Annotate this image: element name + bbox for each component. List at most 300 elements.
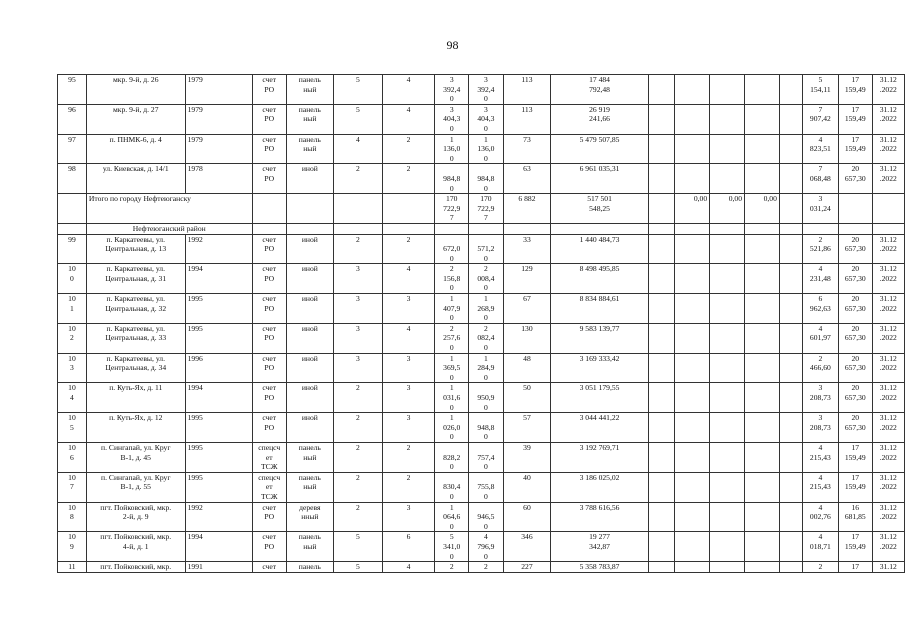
cell-residents: 60 — [503, 502, 551, 532]
cell-unit-cost: 4 823,51 — [802, 134, 838, 164]
table-row — [58, 323, 905, 353]
cell-fund-account: счет РО — [252, 413, 286, 443]
cell-address: п. Каркатеевы, ул. Центральная, д. 34 — [86, 353, 185, 383]
cell-residents: 39 — [503, 442, 551, 472]
cell-row-number: 10 3 — [58, 353, 87, 383]
cell-cost-limit: 20 657,30 — [839, 234, 872, 264]
cell-sum-4 — [745, 75, 780, 105]
cell-repair-cost: 8 498 495,85 — [551, 264, 648, 294]
cell-sum-2 — [675, 164, 710, 194]
cell-sum-5 — [779, 264, 802, 294]
cell-unit-cost: 5 154,11 — [802, 75, 838, 105]
cell-total-area: 2 257,6 0 — [435, 323, 469, 353]
cell-cost-limit: 17 — [839, 562, 872, 573]
cell-sum-2 — [675, 442, 710, 472]
cell-sum-4 — [745, 234, 780, 264]
cell-residents: 40 — [503, 472, 551, 502]
cell-wall-material: панель ный — [286, 532, 333, 562]
cell-entrances: 2 — [383, 472, 435, 502]
cell-address: п. ПНМК-6, д. 4 — [86, 134, 185, 164]
cell-year-built: 1992 — [185, 234, 252, 264]
cell-entrances: 4 — [383, 562, 435, 573]
cell-sum-5 — [779, 234, 802, 264]
cell-floors: 2 — [333, 383, 382, 413]
cell-living-area: 2 082,4 0 — [469, 323, 503, 353]
cell-unit-cost: 6 962,63 — [802, 294, 838, 324]
cell-unit-cost: 4 601,97 — [802, 323, 838, 353]
cell-entrances: 3 — [383, 353, 435, 383]
cell-residents: 129 — [503, 264, 551, 294]
cell-repair-cost: 1 440 484,73 — [551, 234, 648, 264]
cell-row-number: 10 1 — [58, 294, 87, 324]
cell-fund-account: счет РО — [252, 264, 286, 294]
cell-sum-1 — [648, 264, 675, 294]
cell-total-area: 672,0 0 — [435, 234, 469, 264]
cell-cost-limit: 16 681,85 — [839, 502, 872, 532]
cell-fund-account: спецсч ет ТСЖ — [252, 472, 286, 502]
cell-year-built: 1994 — [185, 383, 252, 413]
cell-year-built: 1978 — [185, 164, 252, 194]
cell-residents: 130 — [503, 323, 551, 353]
cell-wall-material: иной — [286, 264, 333, 294]
cell-sum-3 — [710, 104, 745, 134]
cell-sum-1 — [648, 413, 675, 443]
cell-sum-1 — [648, 164, 675, 194]
cell-year-built: 1996 — [185, 353, 252, 383]
cell-completion-date: 31.12 .2022 — [872, 234, 905, 264]
cell-year-built: 1995 — [185, 472, 252, 502]
cell-sum-1 — [648, 104, 675, 134]
cell-living-area: 950,9 0 — [469, 383, 503, 413]
cell-unit-cost: 3 208,73 — [802, 413, 838, 443]
cell-living-area: 1 284,9 0 — [469, 353, 503, 383]
cell-residents: 113 — [503, 75, 551, 105]
total-unit-cost: 3 031,24 — [802, 194, 838, 224]
cell-sum-3 — [710, 323, 745, 353]
cell-cost-limit: 17 159,49 — [839, 75, 872, 105]
page-number: 98 — [446, 38, 459, 52]
cell-living-area: 3 392,4 0 — [469, 75, 503, 105]
cell-year-built: 1995 — [185, 294, 252, 324]
cell-floors: 5 — [333, 104, 382, 134]
cell-floors: 3 — [333, 264, 382, 294]
cell-residents: 63 — [503, 164, 551, 194]
table-row — [58, 104, 905, 134]
cell-sum-2 — [675, 294, 710, 324]
cell-sum-1 — [648, 134, 675, 164]
cell-total-area: 828,2 0 — [435, 442, 469, 472]
cell-residents: 73 — [503, 134, 551, 164]
cell-sum-4 — [745, 413, 780, 443]
cell-year-built: 1979 — [185, 75, 252, 105]
cell-fund-account: счет РО — [252, 294, 286, 324]
housing-register-table — [57, 74, 905, 573]
table-row — [58, 234, 905, 264]
cell-total-area: 830,4 0 — [435, 472, 469, 502]
cell-living-area: 4 796,9 0 — [469, 532, 503, 562]
cell-repair-cost: 5 358 783,87 — [551, 562, 648, 573]
cell-sum-5 — [779, 472, 802, 502]
cell-total-area: 1 136,0 0 — [435, 134, 469, 164]
cell-sum-1 — [648, 353, 675, 383]
cell-sum-3 — [710, 472, 745, 502]
cell-entrances: 2 — [383, 234, 435, 264]
cell-sum-5 — [779, 383, 802, 413]
cell-entrances: 4 — [383, 104, 435, 134]
table-row — [58, 294, 905, 324]
cell-completion-date: 31.12 .2022 — [872, 472, 905, 502]
cell-sum-3 — [710, 134, 745, 164]
cell-completion-date: 31.12 .2022 — [872, 323, 905, 353]
cell-sum-4 — [745, 472, 780, 502]
cell-residents: 57 — [503, 413, 551, 443]
cell-address: п. Куть-Ях, д. 11 — [86, 383, 185, 413]
cell-year-built: 1979 — [185, 104, 252, 134]
cell-sum-1 — [648, 294, 675, 324]
cell-unit-cost: 4 018,71 — [802, 532, 838, 562]
cell-sum-4 — [745, 164, 780, 194]
total-row — [58, 194, 905, 224]
cell-unit-cost: 7 068,48 — [802, 164, 838, 194]
cell-completion-date: 31.12 .2022 — [872, 134, 905, 164]
cell-floors: 2 — [333, 472, 382, 502]
cell-repair-cost: 19 277 342,87 — [551, 532, 648, 562]
cell-entrances: 3 — [383, 383, 435, 413]
cell-address: п. Сингапай, ул. Круг В-1, д. 55 — [86, 472, 185, 502]
cell-unit-cost: 2 — [802, 562, 838, 573]
cell-sum-3 — [710, 413, 745, 443]
table-row — [58, 502, 905, 532]
cell-sum-4 — [745, 134, 780, 164]
cell-sum-1 — [648, 532, 675, 562]
cell-fund-account: счет РО — [252, 383, 286, 413]
cell-row-number: 95 — [58, 75, 87, 105]
cell-cost-limit: 20 657,30 — [839, 164, 872, 194]
cell-unit-cost: 7 907,42 — [802, 104, 838, 134]
cell-living-area: 2 008,4 0 — [469, 264, 503, 294]
cell-total-area: 1 026,0 0 — [435, 413, 469, 443]
cell-sum-4 — [745, 383, 780, 413]
cell-sum-2 — [675, 502, 710, 532]
cell-sum-1 — [648, 472, 675, 502]
cell-completion-date: 31.12 .2022 — [872, 264, 905, 294]
cell-cost-limit: 17 159,49 — [839, 104, 872, 134]
cell-living-area: 3 404,3 0 — [469, 104, 503, 134]
cell-row-number: 10 8 — [58, 502, 87, 532]
table-row — [58, 164, 905, 194]
cell-sum-4 — [745, 502, 780, 532]
cell-floors: 2 — [333, 502, 382, 532]
cell-sum-2 — [675, 532, 710, 562]
cell-row-number: 10 7 — [58, 472, 87, 502]
cell-sum-1 — [648, 383, 675, 413]
cell-unit-cost: 3 208,73 — [802, 383, 838, 413]
cell-sum-4 — [745, 532, 780, 562]
cell-completion-date: 31.12 .2022 — [872, 353, 905, 383]
cell-floors: 5 — [333, 75, 382, 105]
cell-sum-3 — [710, 353, 745, 383]
cell-total-area: 3 404,3 0 — [435, 104, 469, 134]
cell-total-area: 984,8 0 — [435, 164, 469, 194]
total-label: Итого по городу Нефтеюганску — [86, 194, 252, 224]
cell-sum-2 — [675, 413, 710, 443]
cell-repair-cost: 3 044 441,22 — [551, 413, 648, 443]
cell-cost-limit: 17 159,49 — [839, 532, 872, 562]
cell-entrances: 4 — [383, 75, 435, 105]
cell-sum-5 — [779, 353, 802, 383]
cell-sum-4 — [745, 104, 780, 134]
cell-total-area: 5 341,0 0 — [435, 532, 469, 562]
cell-row-number: 10 5 — [58, 413, 87, 443]
cell-sum-3 — [710, 442, 745, 472]
cell-year-built: 1992 — [185, 502, 252, 532]
cell-completion-date: 31.12 .2022 — [872, 383, 905, 413]
cell-residents: 113 — [503, 104, 551, 134]
cell-floors: 2 — [333, 442, 382, 472]
total-sum-2: 0,00 — [675, 194, 710, 224]
cell-wall-material: иной — [286, 413, 333, 443]
cell-sum-5 — [779, 294, 802, 324]
cell-wall-material: панель ный — [286, 75, 333, 105]
cell-year-built: 1991 — [185, 562, 252, 573]
cell-sum-3 — [710, 294, 745, 324]
cell-living-area: 571,2 0 — [469, 234, 503, 264]
cell-floors: 3 — [333, 294, 382, 324]
cell-cost-limit: 20 657,30 — [839, 383, 872, 413]
cell-residents: 48 — [503, 353, 551, 383]
cell-sum-5 — [779, 164, 802, 194]
cell-entrances: 2 — [383, 442, 435, 472]
cell-cost-limit: 17 159,49 — [839, 134, 872, 164]
cell-wall-material: панель ный — [286, 104, 333, 134]
cell-year-built: 1995 — [185, 323, 252, 353]
region-label: Нефтеюганский район — [86, 223, 252, 234]
cell-sum-5 — [779, 562, 802, 573]
cell-residents: 67 — [503, 294, 551, 324]
cell-fund-account: счет РО — [252, 234, 286, 264]
cell-entrances: 2 — [383, 164, 435, 194]
cell-entrances: 4 — [383, 264, 435, 294]
cell-wall-material: иной — [286, 323, 333, 353]
cell-total-area: 3 392,4 0 — [435, 75, 469, 105]
cell-cost-limit: 17 159,49 — [839, 442, 872, 472]
cell-address: п. Каркатеевы, ул. Центральная, д. 13 — [86, 234, 185, 264]
total-cost: 517 501 548,25 — [551, 194, 648, 224]
cell-living-area: 946,5 0 — [469, 502, 503, 532]
cell-unit-cost: 2 521,86 — [802, 234, 838, 264]
total-residents: 6 882 — [503, 194, 551, 224]
table-row — [58, 413, 905, 443]
cell-entrances: 4 — [383, 323, 435, 353]
cell-sum-3 — [710, 383, 745, 413]
cell-sum-4 — [745, 562, 780, 573]
cell-sum-5 — [779, 323, 802, 353]
cell-completion-date: 31.12 .2022 — [872, 442, 905, 472]
cell-address: п. Каркатеевы, ул. Центральная, д. 33 — [86, 323, 185, 353]
total-sum-4: 0,00 — [745, 194, 780, 224]
cell-completion-date: 31.12 .2022 — [872, 294, 905, 324]
cell-row-number: 10 0 — [58, 264, 87, 294]
cell-cost-limit: 17 159,49 — [839, 472, 872, 502]
cell-living-area: 984,8 0 — [469, 164, 503, 194]
cell-total-area: 1 031,6 0 — [435, 383, 469, 413]
cell-completion-date: 31.12 — [872, 562, 905, 573]
cell-sum-2 — [675, 383, 710, 413]
cell-sum-2 — [675, 234, 710, 264]
cell-sum-5 — [779, 502, 802, 532]
cell-row-number: 96 — [58, 104, 87, 134]
cell-living-area: 948,8 0 — [469, 413, 503, 443]
cell-living-area: 755,8 0 — [469, 472, 503, 502]
cell-total-area: 1 369,5 0 — [435, 353, 469, 383]
cell-wall-material: панель — [286, 562, 333, 573]
cell-wall-material: деревя нный — [286, 502, 333, 532]
cell-sum-3 — [710, 164, 745, 194]
cell-living-area: 1 136,0 0 — [469, 134, 503, 164]
cell-sum-1 — [648, 234, 675, 264]
cell-sum-2 — [675, 264, 710, 294]
cell-total-area: 1 407,9 0 — [435, 294, 469, 324]
cell-row-number: 10 9 — [58, 532, 87, 562]
cell-sum-3 — [710, 532, 745, 562]
cell-total-area: 1 064,6 0 — [435, 502, 469, 532]
cell-repair-cost: 3 051 179,55 — [551, 383, 648, 413]
cell-address: пгт. Пойковский, мкр. — [86, 562, 185, 573]
table-row — [58, 532, 905, 562]
cell-row-number: 99 — [58, 234, 87, 264]
cell-sum-1 — [648, 442, 675, 472]
cell-sum-3 — [710, 562, 745, 573]
cell-wall-material: иной — [286, 353, 333, 383]
cell-entrances: 3 — [383, 502, 435, 532]
cell-year-built: 1979 — [185, 134, 252, 164]
cell-living-area: 1 268,9 0 — [469, 294, 503, 324]
cell-sum-4 — [745, 323, 780, 353]
cell-cost-limit: 20 657,30 — [839, 353, 872, 383]
cell-floors: 5 — [333, 562, 382, 573]
cell-year-built: 1995 — [185, 413, 252, 443]
cell-residents: 346 — [503, 532, 551, 562]
cell-cost-limit: 20 657,30 — [839, 413, 872, 443]
cell-total-area: 2 156,8 0 — [435, 264, 469, 294]
cell-address: п. Куть-Ях, д. 12 — [86, 413, 185, 443]
cell-address: пгт. Пойковский, мкр. 2-й, д. 9 — [86, 502, 185, 532]
cell-floors: 5 — [333, 532, 382, 562]
cell-repair-cost: 3 169 333,42 — [551, 353, 648, 383]
cell-sum-2 — [675, 472, 710, 502]
cell-row-number: 10 6 — [58, 442, 87, 472]
cell-year-built: 1994 — [185, 532, 252, 562]
cell-floors: 2 — [333, 413, 382, 443]
cell-address: п. Каркатеевы, ул. Центральная, д. 32 — [86, 294, 185, 324]
cell-row-number: 10 2 — [58, 323, 87, 353]
table-row — [58, 134, 905, 164]
cell-unit-cost: 4 231,48 — [802, 264, 838, 294]
cell-sum-1 — [648, 562, 675, 573]
cell-completion-date: 31.12 .2022 — [872, 75, 905, 105]
cell-wall-material: панель ный — [286, 472, 333, 502]
cell-row-number: 98 — [58, 164, 87, 194]
cell-fund-account: спецсч ет ТСЖ — [252, 442, 286, 472]
cell-address: мкр. 9-й, д. 27 — [86, 104, 185, 134]
cell-completion-date: 31.12 .2022 — [872, 502, 905, 532]
cell-sum-2 — [675, 353, 710, 383]
cell-wall-material: иной — [286, 383, 333, 413]
cell-entrances: 2 — [383, 134, 435, 164]
cell-residents: 227 — [503, 562, 551, 573]
cell-sum-2 — [675, 134, 710, 164]
cell-repair-cost: 3 192 769,71 — [551, 442, 648, 472]
cell-sum-5 — [779, 442, 802, 472]
cell-sum-2 — [675, 562, 710, 573]
cell-floors: 4 — [333, 134, 382, 164]
total-area-1: 170 722,9 7 — [435, 194, 469, 224]
cell-address: пгт. Пойковский, мкр. 4-й, д. 1 — [86, 532, 185, 562]
table-row — [58, 472, 905, 502]
cell-sum-5 — [779, 532, 802, 562]
cell-fund-account: счет РО — [252, 164, 286, 194]
cell-sum-4 — [745, 294, 780, 324]
cell-year-built: 1994 — [185, 264, 252, 294]
cell-row-number: 10 4 — [58, 383, 87, 413]
cell-repair-cost: 26 919 241,66 — [551, 104, 648, 134]
cell-fund-account: счет РО — [252, 353, 286, 383]
cell-wall-material: панель ный — [286, 134, 333, 164]
cell-fund-account: счет — [252, 562, 286, 573]
cell-sum-5 — [779, 104, 802, 134]
cell-cost-limit: 20 657,30 — [839, 323, 872, 353]
cell-address: п. Каркатеевы, ул. Центральная, д. 31 — [86, 264, 185, 294]
cell-sum-5 — [779, 75, 802, 105]
cell-year-built: 1995 — [185, 442, 252, 472]
cell-sum-2 — [675, 104, 710, 134]
cell-unit-cost: 4 002,76 — [802, 502, 838, 532]
cell-fund-account: счет РО — [252, 502, 286, 532]
table-row — [58, 562, 905, 573]
cell-unit-cost: 4 215,43 — [802, 442, 838, 472]
table-row — [58, 353, 905, 383]
cell-repair-cost: 8 834 884,61 — [551, 294, 648, 324]
cell-repair-cost: 17 484 792,48 — [551, 75, 648, 105]
cell-sum-2 — [675, 75, 710, 105]
cell-wall-material: иной — [286, 234, 333, 264]
cell-unit-cost: 2 466,60 — [802, 353, 838, 383]
cell-repair-cost: 6 961 035,31 — [551, 164, 648, 194]
cell-address: ул. Киевская, д. 14/1 — [86, 164, 185, 194]
table-row — [58, 442, 905, 472]
table-row — [58, 264, 905, 294]
cell-entrances: 3 — [383, 413, 435, 443]
cell-sum-3 — [710, 234, 745, 264]
table-row — [58, 383, 905, 413]
cell-floors: 2 — [333, 234, 382, 264]
cell-sum-4 — [745, 353, 780, 383]
cell-floors: 3 — [333, 323, 382, 353]
cell-sum-1 — [648, 502, 675, 532]
cell-living-area: 757,4 0 — [469, 442, 503, 472]
cell-fund-account: счет РО — [252, 134, 286, 164]
total-area-2: 170 722,9 7 — [469, 194, 503, 224]
cell-fund-account: счет РО — [252, 323, 286, 353]
cell-repair-cost: 3 186 025,02 — [551, 472, 648, 502]
cell-sum-2 — [675, 323, 710, 353]
cell-completion-date: 31.12 .2022 — [872, 532, 905, 562]
cell-sum-3 — [710, 502, 745, 532]
cell-sum-4 — [745, 442, 780, 472]
cell-residents: 50 — [503, 383, 551, 413]
cell-address: мкр. 9-й, д. 26 — [86, 75, 185, 105]
region-row — [58, 223, 905, 234]
